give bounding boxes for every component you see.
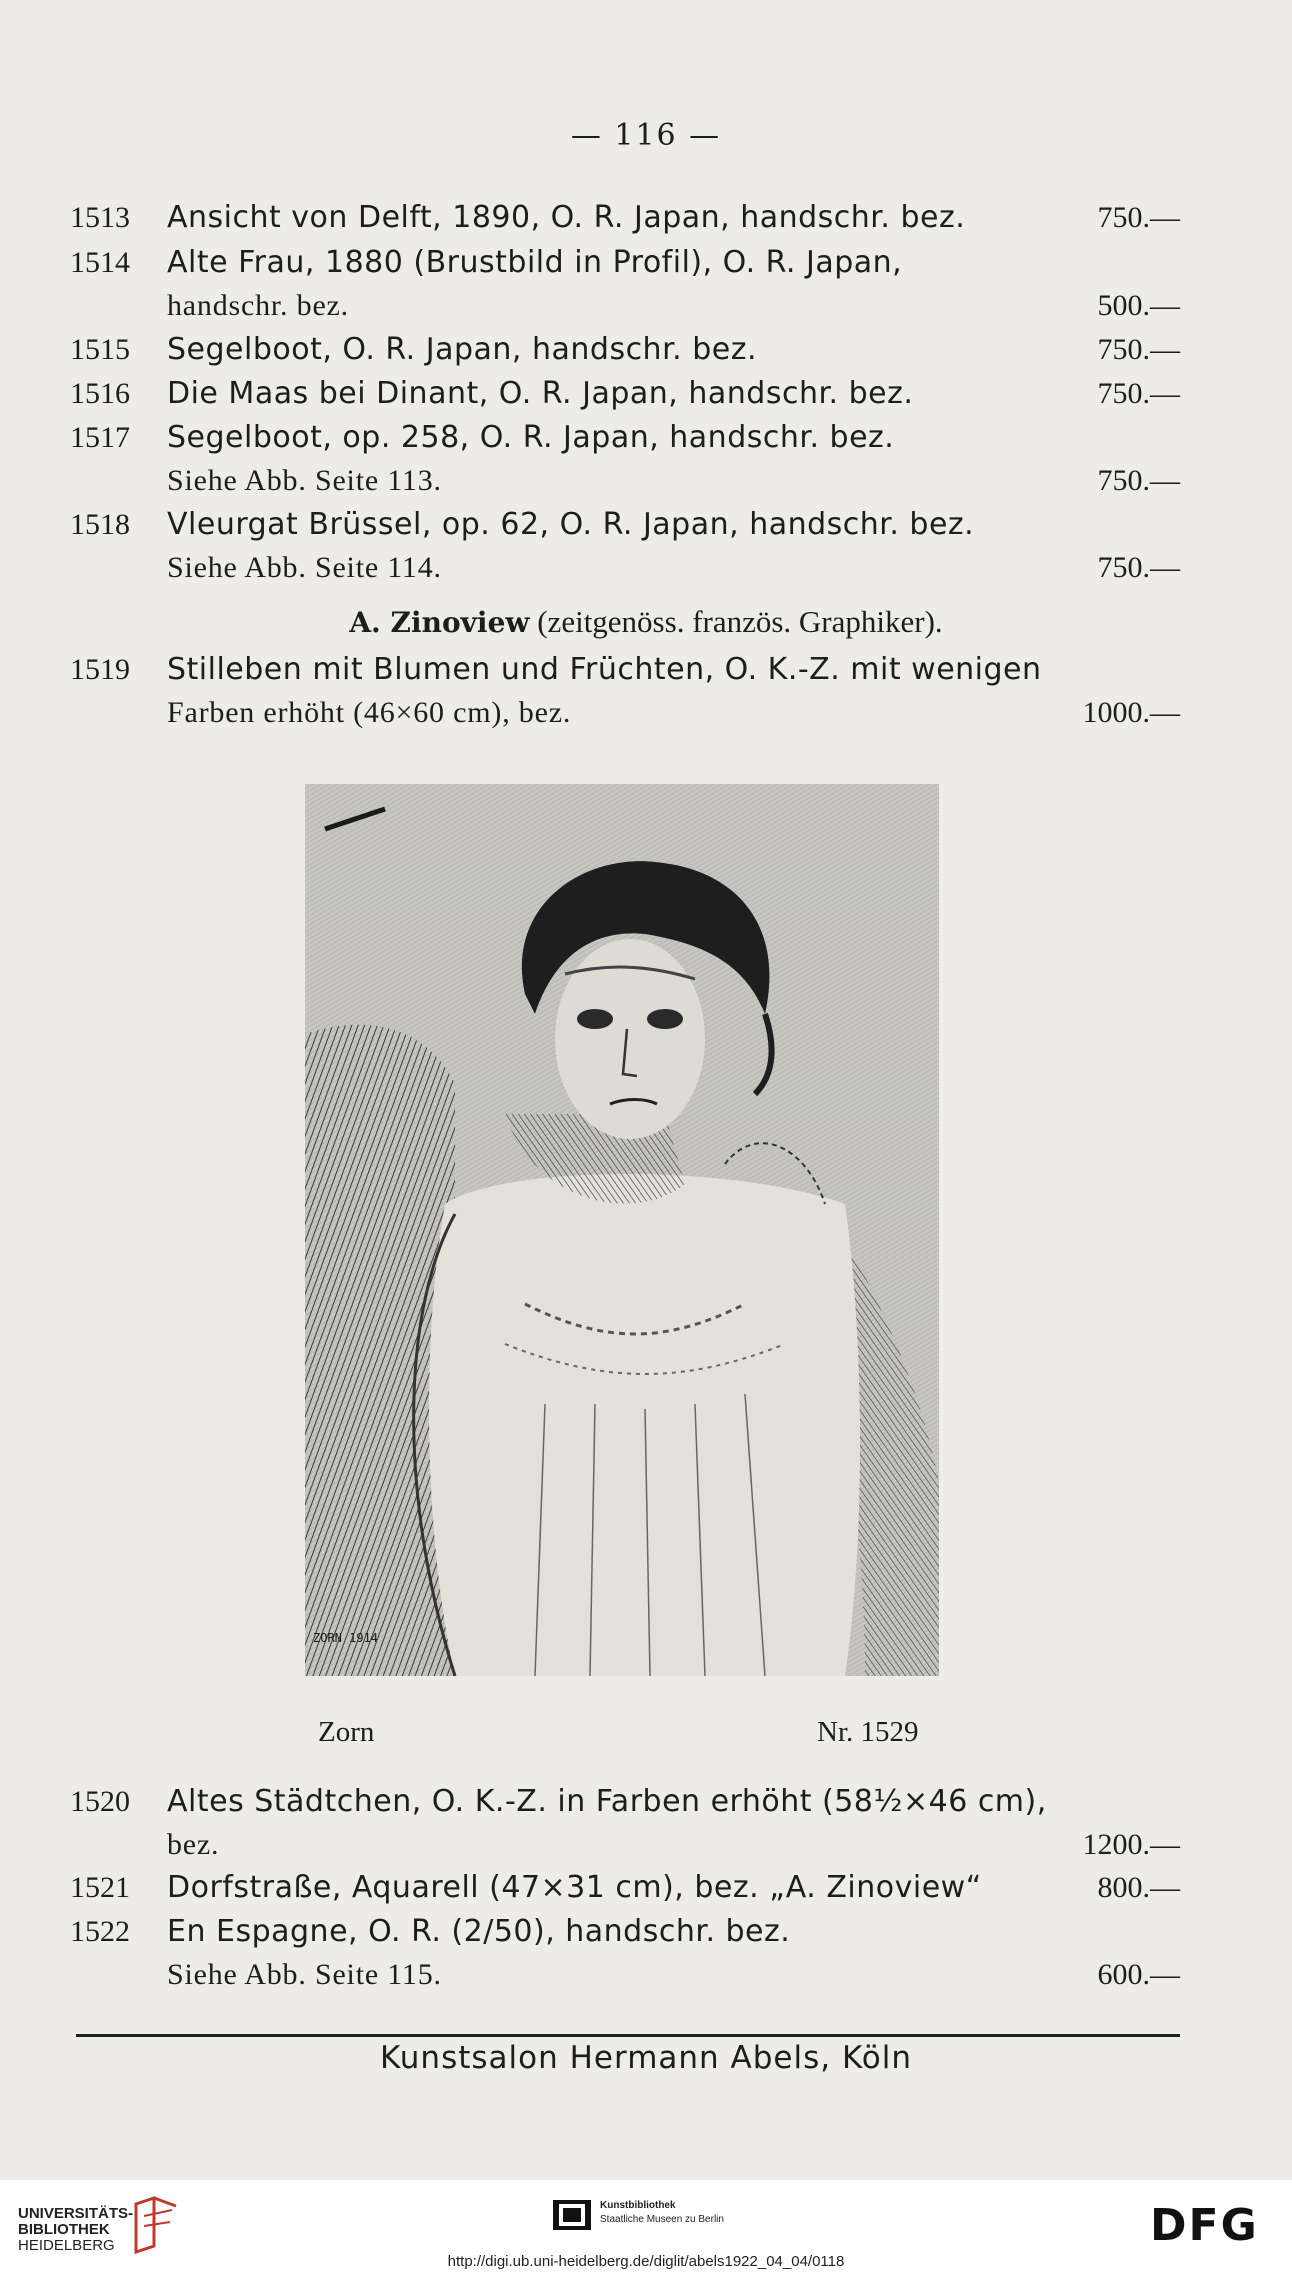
entry-description: Alte Frau, 1880 (Brustbild in Profil), O. R. Japan, [167, 245, 903, 280]
artist-name: A. Zinoview [349, 606, 530, 639]
entry-description: Altes Städtchen, O. K.-Z. in Farben erhöht (58½×46 cm), [167, 1784, 1047, 1819]
entry-number: 1519 [70, 653, 130, 686]
entry-description: Die Maas bei Dinant, O. R. Japan, handschr. bez. [167, 376, 914, 411]
page-number: — 116 — [570, 118, 722, 153]
catalog-entry-1522 [70, 1910, 1180, 1996]
entry-description: Dorfstraße, Aquarell (47×31 cm), bez. „A. Zinoview“ [167, 1870, 982, 1905]
entry-description-cont: Siehe Abb. Seite 114. [167, 551, 442, 584]
entry-description: Ansicht von Delft, 1890, O. R. Japan, handschr. bez. [167, 200, 966, 235]
catalog-entry-1513 [70, 196, 1180, 239]
catalog-entry-1517 [70, 416, 1180, 502]
entry-number: 1515 [70, 333, 130, 366]
catalog-entry-1519 [70, 648, 1180, 734]
etching-illustration [305, 784, 939, 1676]
entry-description: Stilleben mit Blumen und Früchten, O. K.-Z. mit wenigen [167, 652, 1042, 687]
entry-description-cont: bez. [167, 1828, 220, 1861]
kunstbibliothek-label [600, 2199, 724, 2227]
entry-number: 1522 [70, 1915, 130, 1948]
kb-subtitle: Staatliche Museen zu Berlin [600, 2214, 724, 2225]
kb-title: Kunstbibliothek [600, 2200, 676, 2211]
entry-price: 750.— [1097, 201, 1180, 234]
plate-caption-artist: Zorn [318, 1716, 375, 1748]
entry-price: 500.— [1097, 289, 1180, 322]
ub-line-1: UNIVERSITÄTS- [18, 2205, 134, 2222]
entry-price: 750.— [1097, 333, 1180, 366]
dfg-logo: DFG [1150, 2200, 1259, 2251]
entry-description: Vleurgat Brüssel, op. 62, O. R. Japan, handschr. bez. [167, 507, 975, 542]
entry-price: 800.— [1097, 1871, 1180, 1904]
catalog-entry-1518 [70, 503, 1180, 589]
portrait-etching-image [305, 784, 939, 1676]
artist-note: (zeitgenöss. französ. Graphiker). [529, 604, 943, 639]
entry-description-cont: handschr. bez. [167, 289, 349, 322]
entry-description-cont: Siehe Abb. Seite 113. [167, 464, 442, 497]
entry-price: 600.— [1097, 1958, 1180, 1991]
catalog-entry-1520 [70, 1780, 1180, 1866]
ub-line-2: BIBLIOTHEK [18, 2221, 110, 2238]
entry-description: Segelboot, op. 258, O. R. Japan, handschr. bez. [167, 420, 895, 455]
entry-price: 1000.— [1082, 696, 1180, 729]
entry-price: 750.— [1097, 464, 1180, 497]
ub-heidelberg-logo-icon [132, 2196, 180, 2256]
catalog-entry-1514 [70, 241, 1180, 327]
plate-caption-number: Nr. 1529 [817, 1716, 919, 1748]
artist-heading [0, 604, 1292, 640]
publisher-footer: Kunstsalon Hermann Abels, Köln [380, 2040, 912, 2076]
catalog-entry-1521 [70, 1866, 1180, 1909]
entry-price: 1200.— [1082, 1828, 1180, 1861]
kunstbibliothek-logo-icon [553, 2200, 591, 2230]
entry-number: 1520 [70, 1785, 130, 1818]
entry-number: 1521 [70, 1871, 130, 1904]
entry-number: 1516 [70, 377, 130, 410]
entry-number: 1518 [70, 508, 130, 541]
entry-description: En Espagne, O. R. (2/50), handschr. bez. [167, 1914, 791, 1949]
entry-number: 1517 [70, 421, 130, 454]
catalog-entry-1516 [70, 372, 1180, 415]
etching-signature: ZORN 1914 [313, 1631, 379, 1645]
entry-number: 1514 [70, 246, 130, 279]
entry-description: Segelboot, O. R. Japan, handschr. bez. [167, 332, 758, 367]
source-url[interactable]: http://digi.ub.uni-heidelberg.de/diglit/abels1922_04_04/0118 [447, 2253, 845, 2270]
entry-price: 750.— [1097, 551, 1180, 584]
entry-description-cont: Siehe Abb. Seite 115. [167, 1958, 442, 1991]
ub-heidelberg-logo-text [18, 2206, 133, 2254]
catalog-entry-1515 [70, 328, 1180, 371]
entry-number: 1513 [70, 201, 130, 234]
ub-line-3: HEIDELBERG [18, 2237, 115, 2254]
entry-price: 750.— [1097, 377, 1180, 410]
footer-rule [76, 2034, 1180, 2037]
entry-description-cont: Farben erhöht (46×60 cm), bez. [167, 696, 572, 729]
